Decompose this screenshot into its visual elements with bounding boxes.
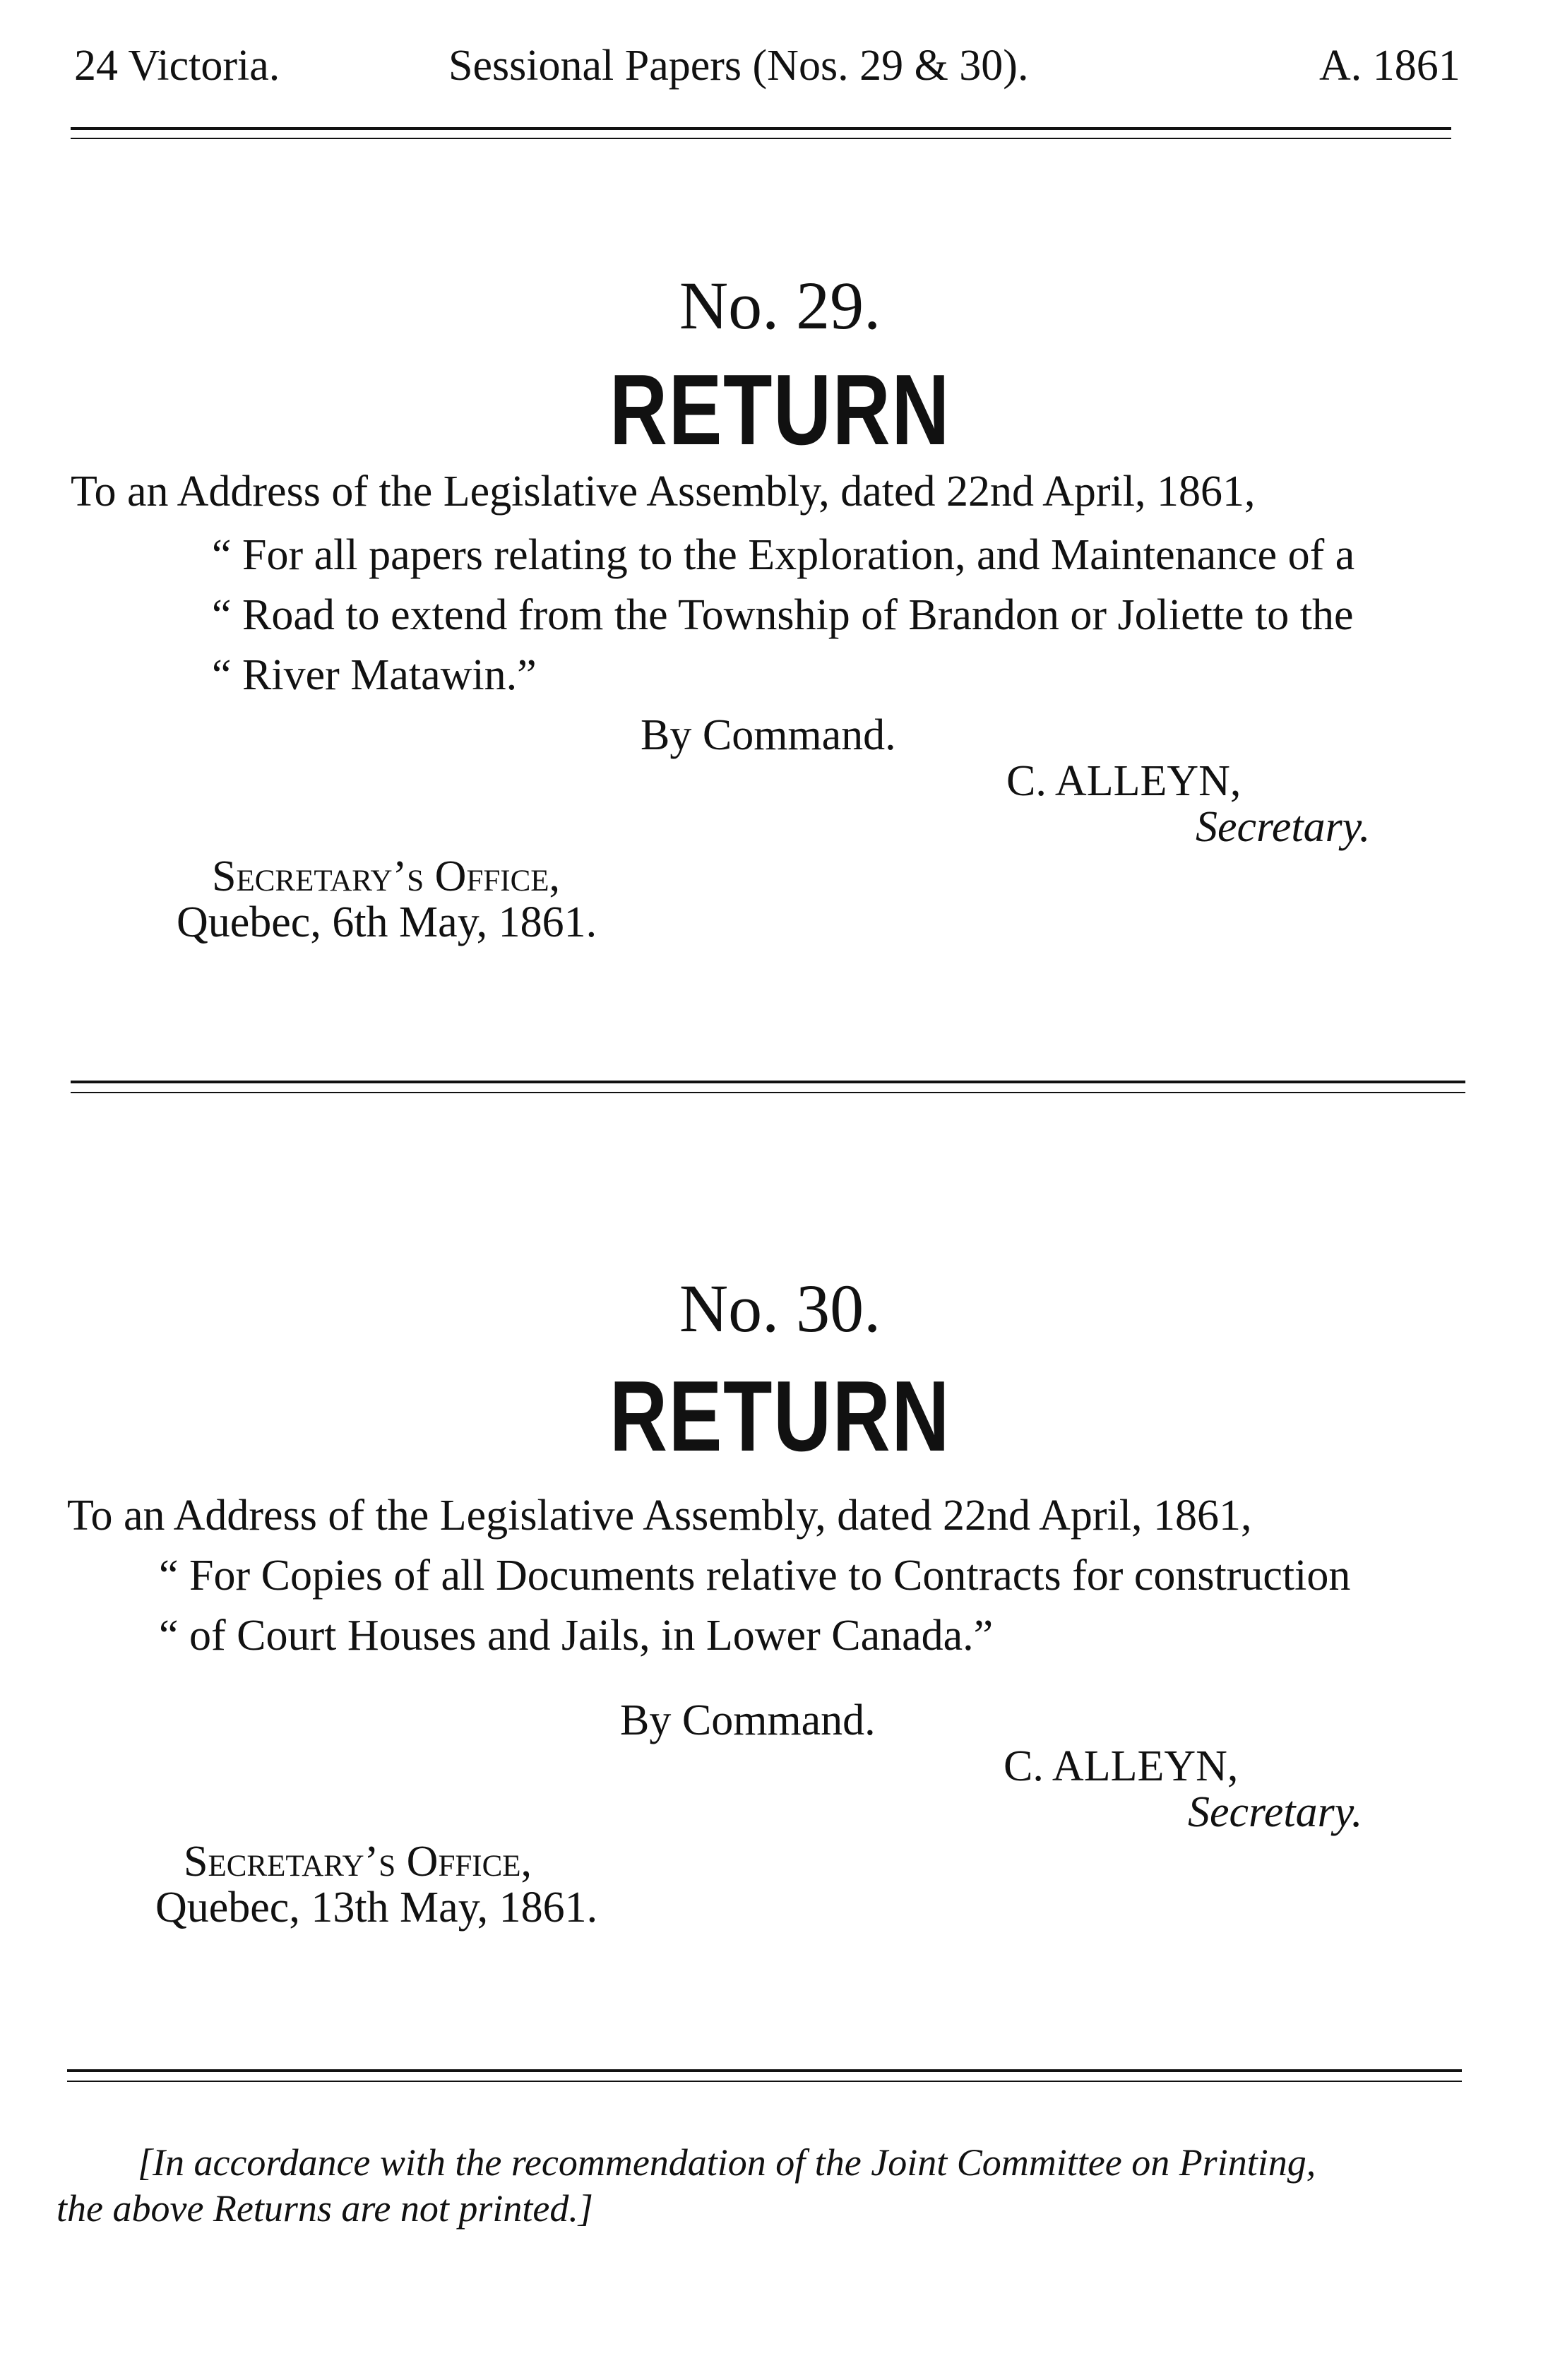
return-number: No. 30. — [679, 1271, 881, 1346]
by-command: By Command. — [641, 711, 896, 759]
address-line: “ Road to extend from the Township of Brandon or Joliette to the — [212, 591, 1354, 639]
section-rule — [67, 2069, 1462, 2072]
address-line: To an Address of the Legislative Assembly, dated 22nd April, 1861, — [71, 468, 1256, 516]
section-rule-secondary — [71, 1092, 1465, 1093]
header-rule — [71, 127, 1451, 130]
signatory-name: C. ALLEYN, — [1004, 1742, 1239, 1790]
signatory-title: Secretary. — [1188, 1788, 1363, 1836]
section-rule-secondary — [67, 2081, 1462, 2082]
signatory-title: Secretary. — [1196, 803, 1371, 851]
address-line: “ River Matawin.” — [212, 651, 537, 699]
address-line: “ of Court Houses and Jails, in Lower Canada.” — [159, 1612, 994, 1660]
address-line: “ For all papers relating to the Exploration, and Maintenance of a — [212, 531, 1355, 579]
place-date: Quebec, 6th May, 1861. — [177, 898, 597, 946]
office-name: Secretary’s Office, — [212, 852, 561, 900]
place-date: Quebec, 13th May, 1861. — [155, 1884, 598, 1932]
by-command: By Command. — [620, 1696, 876, 1744]
return-title: RETURN — [609, 1360, 951, 1472]
return-title: RETURN — [609, 354, 951, 466]
signatory-name: C. ALLEYN, — [1006, 757, 1242, 805]
footnote-line: the above Returns are not printed.] — [56, 2187, 593, 2230]
footnote-line: [In accordance with the recommendation of the Joint Committee on Printing, — [138, 2141, 1316, 2184]
header-session: 24 Victoria. — [74, 42, 280, 90]
address-line: To an Address of the Legislative Assembly, dated 22nd April, 1861, — [67, 1492, 1252, 1540]
header-year: A. 1861 — [1319, 42, 1460, 90]
section-rule — [71, 1081, 1465, 1083]
header-rule-secondary — [71, 138, 1451, 139]
return-number: No. 29. — [679, 268, 881, 343]
office-name: Secretary’s Office, — [184, 1838, 532, 1886]
address-line: “ For Copies of all Documents relative to Contracts for construction — [159, 1552, 1351, 1600]
header-title: Sessional Papers (Nos. 29 & 30). — [448, 42, 1029, 90]
